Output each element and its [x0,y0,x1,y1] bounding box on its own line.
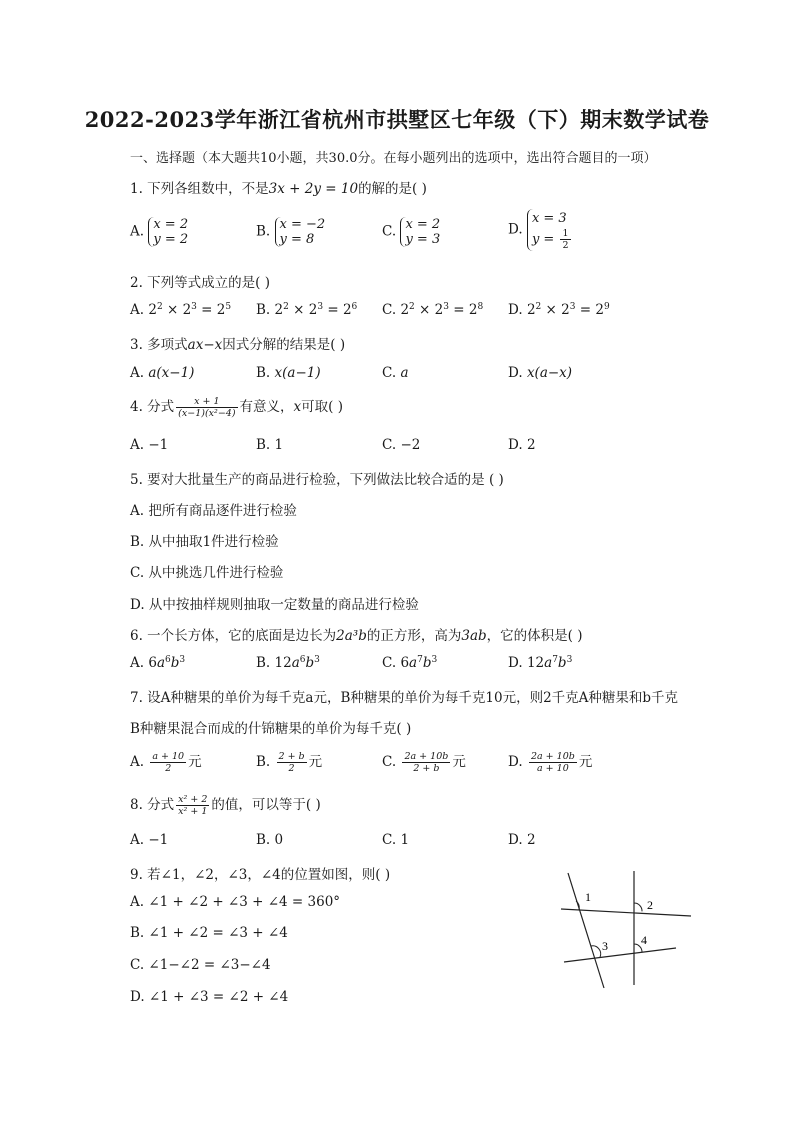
question-5: 5. 要对大批量生产的商品进行检验，下列做法比较合适的是 ( ) [130,472,504,488]
q6-option-c[interactable]: C. $6a^7b^3$ [382,655,438,671]
question-4: 4. 分式 $\frac{x + 1}{\text{(x−1)(x²−4)}}$ 有意义，x可取( ) [130,396,343,419]
q5-option-c[interactable]: C. 从中挑选几件进行检验 [130,565,284,581]
q2-option-c[interactable]: C. $2^2 \times 2^3 = 2^8$ [382,302,484,318]
q9-option-a[interactable]: A. ∠1 + ∠2 + ∠3 + ∠4 = 360° [130,894,341,910]
q3-option-b[interactable]: B. x(a−1) [256,365,321,381]
q4-option-a[interactable]: A. −1 [130,437,169,453]
question-8: 8. 分式 $\frac{\text{x² + 2}}{\text{x² + 1}}$ 的值，可以等于( ) [130,794,321,817]
q2-option-d[interactable]: D. $2^2 \times 2^3 = 2^9$ [508,302,610,318]
question-1: 1. 下列各组数中，不是3x + 2y = 10的解的是( ) [130,181,427,197]
q5-option-d[interactable]: D. 从中按抽样规则抽取一定数量的商品进行检验 [130,597,419,613]
angle-label-2: 2 [647,898,653,912]
q3-option-a[interactable]: A. a(x−1) [130,365,195,381]
q7-option-b[interactable]: B. $\frac{2 + b}{2}$ 元 [256,751,323,774]
question-9: 9. 若∠1，∠2，∠3，∠4的位置如图，则( ) [130,867,391,883]
question-7-line-1: 7. 设A种糖果的单价为每千克a元，B种糖果的单价为每千克10元，则2千克A种糖果和b千克 [130,690,679,706]
q4-option-c[interactable]: C. −2 [382,437,421,453]
q5-option-b[interactable]: B. 从中抽取1件进行检验 [130,534,279,550]
q2-option-a[interactable]: A. $2^2 \times 2^3 = 2^5$ [130,302,232,318]
q7-option-c[interactable]: C. $\frac{2a + 10b}{2 + b}$ 元 [382,751,466,774]
q4-option-b[interactable]: B. 1 [256,437,284,453]
q8-option-d[interactable]: D. 2 [508,832,536,848]
q4-option-d[interactable]: D. 2 [508,437,536,453]
q8-option-b[interactable]: B. 0 [256,832,284,848]
angle-label-3: 3 [602,939,608,953]
q1-option-d[interactable]: D. x = 3 y = $\frac{1}{2}$ [508,209,573,251]
q5-option-a[interactable]: A. 把所有商品逐件进行检验 [130,503,297,519]
question-2: 2. 下列等式成立的是( ) [130,275,270,291]
section-heading: 一、选择题（本大题共10小题，共30.0分。在每小题列出的选项中，选出符合题目的一项） [130,151,657,166]
q9-option-c[interactable]: C. ∠1−∠2 = ∠3−∠4 [130,957,271,973]
q6-option-b[interactable]: B. $12a^6b^3$ [256,655,320,671]
arc-angle-2 [634,903,642,911]
q3-option-c[interactable]: C. a [382,365,409,381]
q6-option-d[interactable]: D. $12a^7b^3$ [508,655,573,671]
q7-option-a[interactable]: A. $\frac{a + 10}{2}$ 元 [130,751,202,774]
q3-option-d[interactable]: D. x(a−x) [508,365,573,381]
q8-option-a[interactable]: A. −1 [130,832,169,848]
q8-option-c[interactable]: C. 1 [382,832,410,848]
q9-option-b[interactable]: B. ∠1 + ∠2 = ∠3 + ∠4 [130,925,288,941]
question-7-line-2: B种糖果混合而成的什锦糖果的单价为每千克( ) [130,721,412,737]
question-3: 3. 多项式ax−x因式分解的结果是( ) [130,337,346,353]
q7-option-d[interactable]: D. $\frac{2a + 10b}{a + 10}$ 元 [508,751,593,774]
q6-option-a[interactable]: A. $6a^6b^3$ [130,655,186,671]
question-6: 6. 一个长方体，它的底面是边长为2a³b的正方形，高为3ab，它的体积是( ) [130,628,583,644]
q1-option-a[interactable]: A. x = 2 y = 2 [130,217,189,247]
angle-figure [556,868,696,993]
q2-option-b[interactable]: B. $2^2 \times 2^3 = 2^6$ [256,302,358,318]
angle-label-1: 1 [585,890,591,904]
q9-option-d[interactable]: D. ∠1 + ∠3 = ∠2 + ∠4 [130,989,289,1005]
angle-label-4: 4 [641,933,647,947]
q1-option-c[interactable]: C. x = 2 y = 3 [382,217,441,247]
line-bottom [564,948,676,962]
q1-option-b[interactable]: B. x = −2 y = 8 [256,217,326,247]
exam-title: 2022-2023学年浙江省杭州市拱墅区七年级（下）期末数学试卷 [84,107,710,132]
